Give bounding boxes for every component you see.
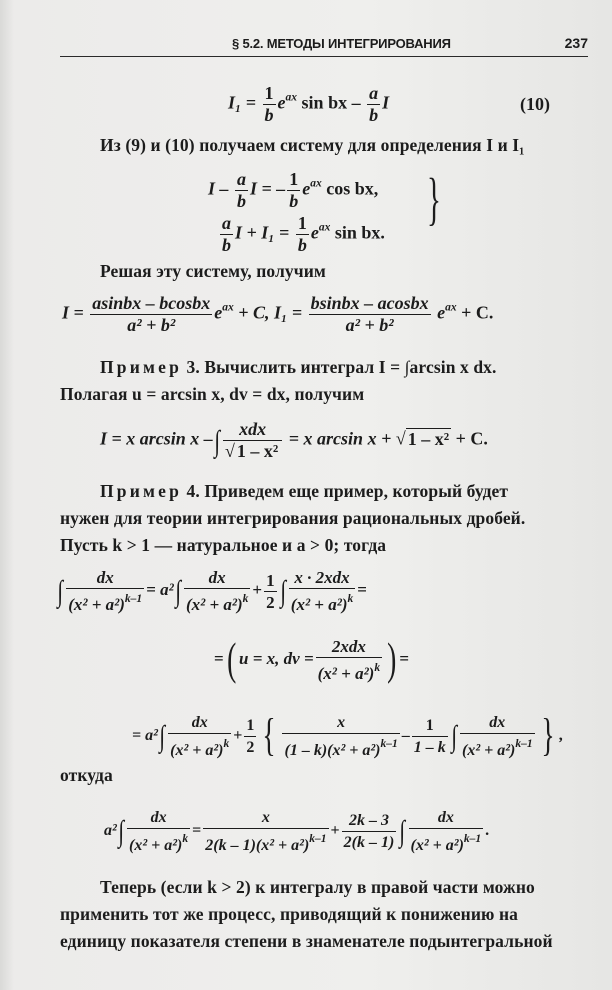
big-eq-frac-2: $\frac{dx}{(x^2 + a^2)^k}$ bbox=[185, 568, 249, 614]
system-line-2: $\frac{a}{b}$ I + I₁ = $\frac{1}{b}$ $e^{ax}$ sin bx. bbox=[222, 213, 385, 255]
integral-sign: ∫ bbox=[279, 574, 286, 608]
example-4-line-2: нужен для теории интегрирования рациональных дробей. bbox=[60, 508, 526, 528]
integral-sign: ∫ bbox=[450, 720, 457, 753]
integral-sign: ∫ bbox=[399, 815, 406, 849]
solution-frac-2: $\frac{\text{bsinbx – acosbx}}{\text{a² + b²}}$ bbox=[310, 293, 429, 335]
system-frac-2: $\frac{1}{b}$ bbox=[289, 169, 299, 211]
result-frac-1: $\frac{dx}{(x^2 + a^2)^k}$ bbox=[129, 809, 189, 854]
system-frac-1: $\frac{a}{b}$ bbox=[237, 169, 247, 211]
big-eq-frac-3: $\frac{\text{x · 2xdx}}{(x^2 + a^2)^k}$ bbox=[290, 568, 354, 614]
integral-sign: ∫ bbox=[159, 720, 165, 753]
equation-10: I₁ = $\frac{1}{b}$ $e^{ax}$ sin bx – $\frac{a}{b}$ I bbox=[228, 83, 390, 125]
big-eq-half: $\frac{1}{2}$ bbox=[266, 570, 275, 612]
result-frac-2: $\frac{x}{2(k - 1)(x^2 + a^2)^{k-1}}$ bbox=[205, 809, 327, 854]
system-line-1: I – $\frac{a}{b}$ I = – $\frac{1}{b}$ $e^{ax}$ cos bx, bbox=[208, 169, 379, 211]
solution-equation: I = $\frac{\text{asinbx – bcosbx}}{\text{a² + b²}}$ $e^{ax} + C$, I₁ = $\frac{\text{bsinbx – acosbx}}{\text{a² + b²}}$ $e^{ax} + C$. bbox=[62, 293, 494, 335]
example-4-label: Пример bbox=[100, 481, 183, 501]
integral-sign: ∫ bbox=[118, 815, 124, 849]
final-paragraph-line-1: Теперь (если k > 2) к интегралу в правой части можно bbox=[100, 877, 535, 897]
example-4-heading: Пример 4. Приведем еще пример, который будет bbox=[100, 481, 509, 501]
final-paragraph-line-3: единицу показателя степени в знаменателе подынтегральной bbox=[60, 931, 553, 951]
eq10-frac2: $\frac{a}{b}$ bbox=[369, 83, 379, 125]
big-eq-frac-1: $\frac{dx}{(x^2 + a^2)^{k-1}}$ bbox=[68, 568, 143, 614]
system-frac-3: $\frac{a}{b}$ bbox=[222, 213, 231, 255]
result-equation: a²∫ $\frac{dx}{(x^2 + a^2)^k}$ = $\frac{x}{2(k - 1)(x^2 + a^2)^{k-1}}$ + $\frac{2k - 3}{2(k - 1)}$ ∫ $\frac{dx}{(x^2 + a^2)^{k-1}}$ . bbox=[104, 809, 490, 854]
big-equation-line-2: =( u = x, dv = $\frac{\text{2xdx}}{(x^2 + a^2)^k}$ ) = bbox=[214, 633, 410, 684]
eq10-lhs: I₁ = bbox=[228, 92, 257, 113]
big-eq-frac-4: $\frac{\text{2xdx}}{(x^2 + a^2)^k}$ bbox=[317, 637, 381, 684]
equation-tag: (10) bbox=[520, 94, 550, 114]
big-eq-frac-8: $\frac{dx}{(x^2 + a^2)^{k-1}}$ bbox=[461, 713, 533, 759]
big-equation-line-3: = a²∫ $\frac{dx}{(x^2 + a^2)^k}$ + $\frac{1}{2}$ { $\frac{x}{(1 - k)(x^2 + a^2)^{k-1}}$ – $\frac{1}{1 - k}$ ∫ $\frac{dx}{(x^2 + a^2)^{k-1}}$ } , bbox=[132, 709, 563, 760]
example-3-frac: $\frac{\text{xdx}}{\text{√ 1 – x²}}$ bbox=[223, 420, 282, 461]
word-otkuda: откуда bbox=[60, 765, 113, 785]
result-frac-4: $\frac{dx}{(x^2 + a^2)^{k-1}}$ bbox=[410, 809, 482, 854]
paragraph-solve: Решая эту систему, получим bbox=[100, 261, 326, 281]
solution-frac-1: $\frac{\text{asinbx – bcosbx}}{\text{a² + b²}}$ bbox=[92, 293, 211, 335]
final-paragraph-line-2: применить тот же процесс, приводящий к понижению на bbox=[60, 904, 518, 924]
big-eq-frac-5: $\frac{dx}{(x^2 + a^2)^k}$ bbox=[170, 713, 230, 759]
example-3-substitution: Полагая u = arcsin x, dv = dx, получим bbox=[60, 384, 365, 404]
example-4-line-3: Пусть k > 1 — натуральное и a > 0; тогда bbox=[60, 535, 387, 555]
big-equation-line-1: ∫ $\frac{dx}{(x^2 + a^2)^{k-1}}$ = a²∫ $\frac{dx}{(x^2 + a^2)^k}$ + $\frac{1}{2}$ ∫ $\frac{\text{x · 2xdx}}{(x^2 + a^2)^k}$ = bbox=[57, 568, 367, 614]
eq10-frac1: $\frac{1}{b}$ bbox=[264, 83, 274, 125]
running-title: § 5.2. МЕТОДЫ ИНТЕГРИРОВАНИЯ bbox=[232, 36, 451, 51]
example-3-label: Пример bbox=[100, 357, 183, 377]
big-eq-half-2: $\frac{1}{2}$ bbox=[246, 716, 255, 756]
system-frac-4: $\frac{1}{b}$ bbox=[297, 213, 307, 255]
paragraph-system-intro: Из (9) и (10) получаем систему для определения I и I₁ bbox=[100, 135, 525, 155]
integral-sign: ∫ bbox=[174, 574, 181, 608]
result-frac-3: $\frac{2k - 3}{2(k - 1)}$ bbox=[343, 812, 395, 851]
example-3-heading: Пример 3. Вычислить интеграл I = ∫arcsin x dx. bbox=[100, 357, 497, 377]
running-header bbox=[60, 34, 588, 57]
big-eq-frac-7: $\frac{1}{1 - k}$ bbox=[413, 716, 446, 756]
integral-sign: ∫ bbox=[214, 424, 220, 458]
page-number: 237 bbox=[564, 35, 588, 51]
integral-sign: ∫ bbox=[57, 574, 63, 608]
example-3-equation: I = x arcsin x –∫ $\frac{\text{xdx}}{\text{√ 1 – x²}}$ = x arcsin x + √ 1 – x² + C. bbox=[100, 419, 488, 461]
big-eq-frac-6: $\frac{x}{(1 - k)(x^2 + a^2)^{k-1}}$ bbox=[284, 713, 398, 759]
system-brace: } bbox=[426, 166, 441, 231]
